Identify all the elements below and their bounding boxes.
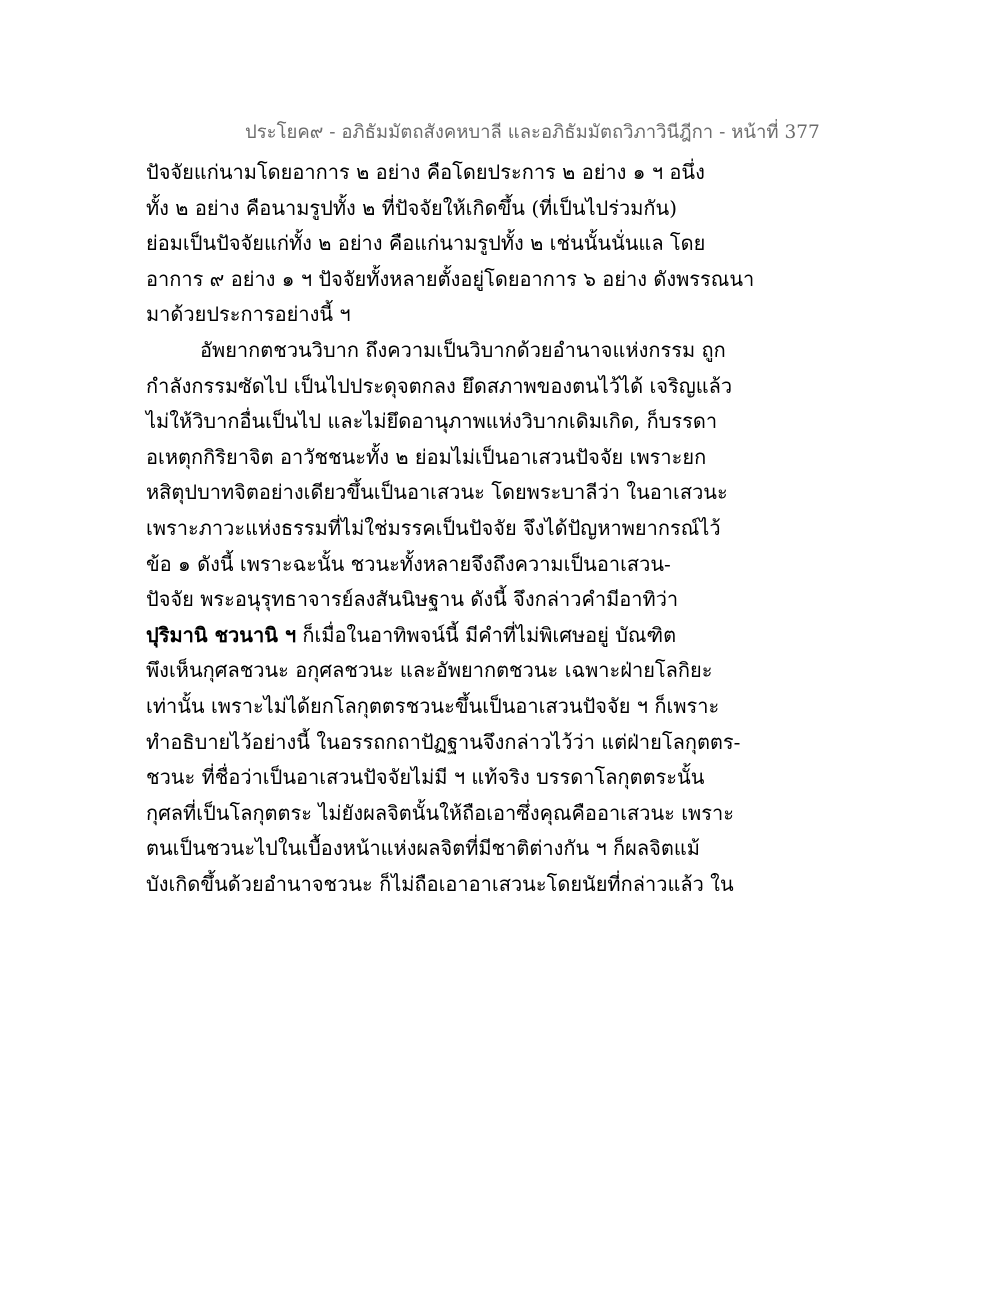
text-line: หสิตุปบาทจิตอย่างเดียวขึ้นเป็นอาเสวนะ โดยพระบาลีว่า ในอาเสวนะ	[146, 480, 728, 505]
text-line: ปัจจัย พระอนุรุทธาจารย์ลงสันนิษฐาน ดังนี้ จึงกล่าวคำมีอาทิว่า	[146, 587, 679, 612]
text-line: กำลังกรรมซัดไป เป็นไปประดุจตกลง ยึดสภาพของตนไว้ได้ เจริญแล้ว	[146, 373, 733, 398]
text-line: กุศลที่เป็นโลกุตตระ ไม่ยังผลจิตนั้นให้ถือเอาซึ่งคุณคืออาเสวนะ เพราะ	[146, 800, 734, 825]
text-line: มาด้วยประการอย่างนี้ ฯ	[146, 302, 351, 327]
text-line: ไม่ให้วิบากอื่นเป็นไป และไม่ยึดอานุภาพแห่งวิบากเดิมเกิด, ก็บรรดา	[146, 409, 718, 434]
text-line-rest: ก็เมื่อในอาทิพจน์นี้ มีคำที่ไม่พิเศษอยู่ บัณฑิต	[296, 622, 677, 647]
text-line: ชวนะ ที่ชื่อว่าเป็นอาเสวนปัจจัยไม่มี ฯ แท้จริง บรรดาโลกุตตระนั้น	[146, 765, 705, 790]
body-text	[146, 155, 755, 902]
text-line: ข้อ ๑ ดังนี้ เพราะฉะนั้น ชวนะทั้งหลายจึงถึงความเป็นอาเสวน-	[146, 551, 671, 576]
pali-term: ปุริมานิ ชวนานิ ฯ	[146, 622, 297, 647]
text-line: ทั้ง ๒ อย่าง คือนามรูปทั้ง ๒ ที่ปัจจัยให้เกิดขึ้น (ที่เป็นไปร่วมกัน)	[146, 195, 677, 220]
text-line: ทำอธิบายไว้อย่างนี้ ในอรรถกถาปัฏฐานจึงกล่าวไว้ว่า แต่ฝ่ายโลกุตตร-	[146, 729, 741, 754]
running-header: ประโยค๙ - อภิธัมมัตถสังคหบาลี และอภิธัมมัตถวิภาวินีฎีกา - หน้าที่ 377	[245, 122, 820, 143]
text-line-with-term	[146, 618, 706, 654]
text-line: เพราะภาวะแห่งธรรมที่ไม่ใช่มรรคเป็นปัจจัย จึงได้ปัญหาพยากรณ์ไว้	[146, 515, 721, 540]
text-line: อเหตุกกิริยาจิต อาวัชชนะทั้ง ๒ ย่อมไม่เป็นอาเสวนปัจจัย เพราะยก	[146, 444, 707, 469]
text-line: พึงเห็นกุศลชวนะ อกุศลชวนะ และอัพยากตชวนะ เฉพาะฝ่ายโลกิยะ	[146, 658, 713, 683]
text-line: ปัจจัยแก่นามโดยอาการ ๒ อย่าง คือโดยประการ ๒ อย่าง ๑ ฯ อนึ่ง	[146, 160, 705, 184]
text-line: ตนเป็นชวนะไปในเบื้องหน้าแห่งผลจิตที่มีชาติต่างกัน ฯ ก็ผลจิตแม้	[146, 836, 700, 861]
text-line: ย่อมเป็นปัจจัยแก่ทั้ง ๒ อย่าง คือแก่นามรูปทั้ง ๒ เช่นนั้นนั่นแล โดย	[146, 231, 706, 256]
text-line: เท่านั้น เพราะไม่ได้ยกโลกุตตรชวนะขึ้นเป็นอาเสวนปัจจัย ฯ ก็เพราะ	[146, 693, 720, 718]
text-line: บังเกิดขึ้นด้วยอำนาจชวนะ ก็ไม่ถือเอาอาเสวนะโดยนัยที่กล่าวแล้ว ใน	[146, 871, 734, 896]
text-line: อาการ ๙ อย่าง ๑ ฯ ปัจจัยทั้งหลายตั้งอยู่โดยอาการ ๖ อย่าง ดังพรรณนา	[146, 266, 755, 291]
paragraph-start-line: อัพยากตชวนวิบาก ถึงความเป็นวิบากด้วยอำนาจแห่งกรรม ถูก	[200, 337, 726, 362]
